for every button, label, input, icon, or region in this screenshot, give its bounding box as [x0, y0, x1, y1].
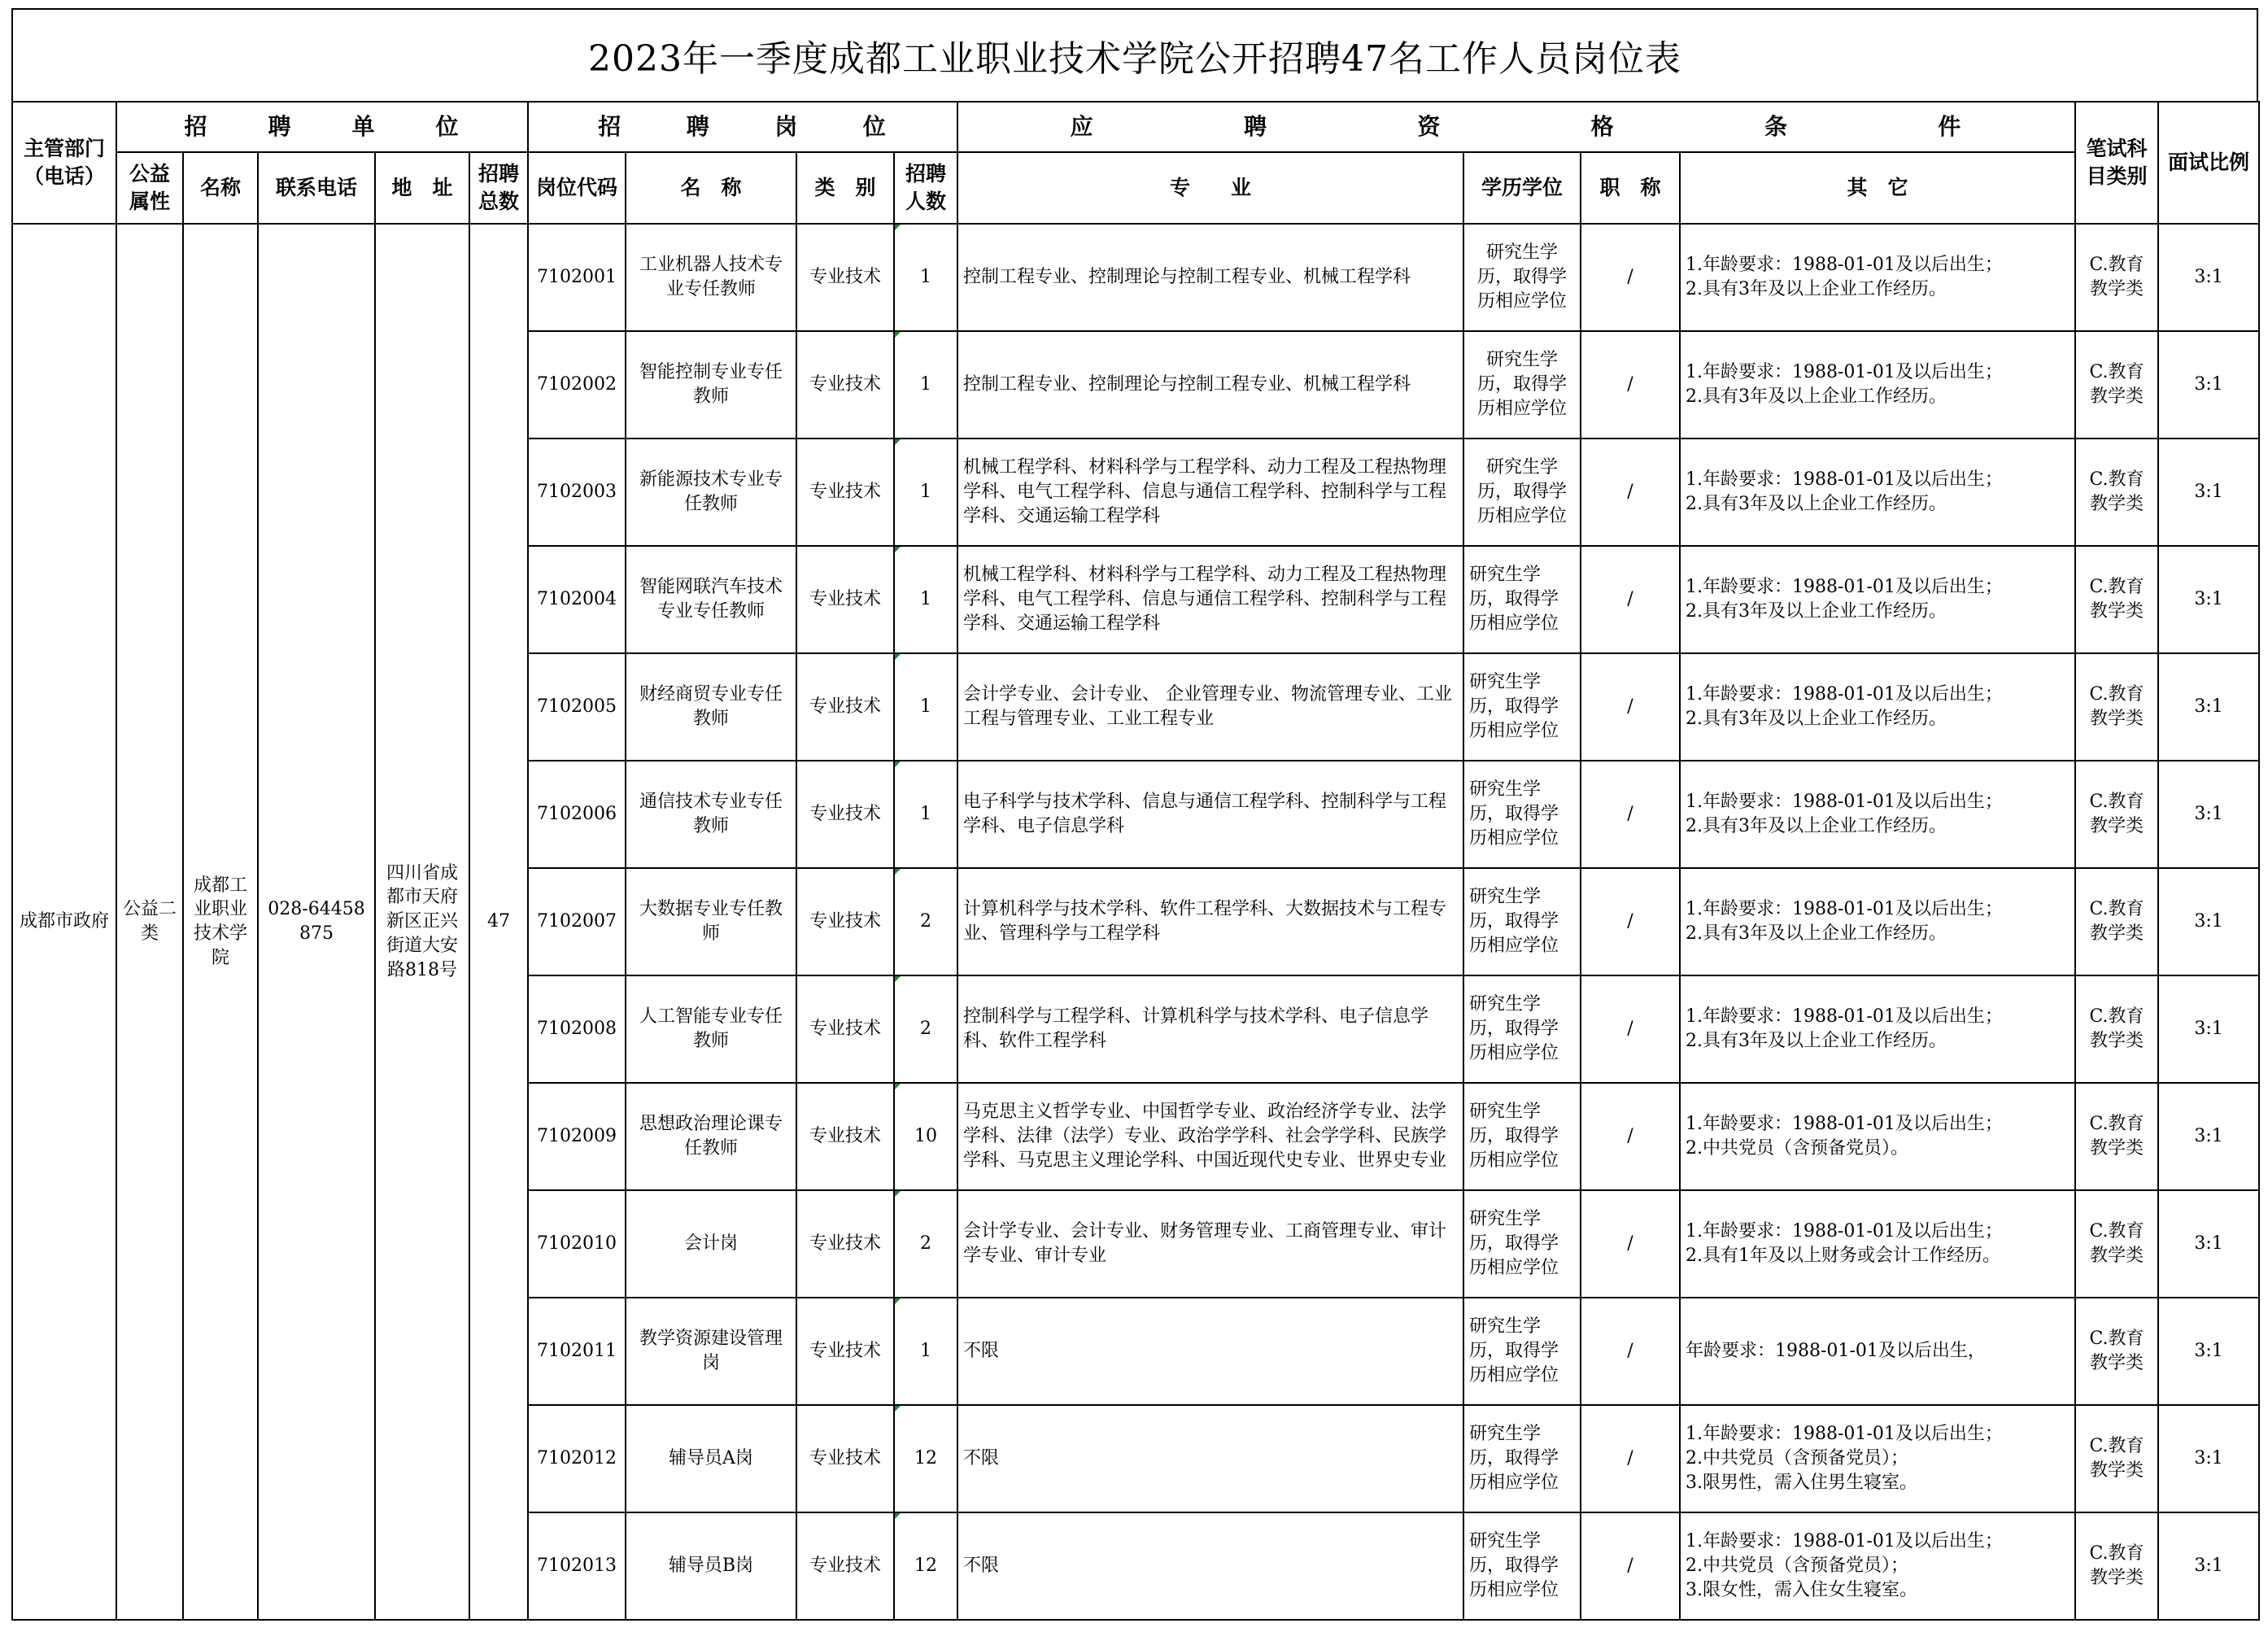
cell-major: 不限 — [957, 1512, 1463, 1620]
cell-exam: C.教育教学类 — [2075, 1298, 2158, 1405]
cell-exam: C.教育教学类 — [2075, 331, 2158, 439]
job-posting-sheet — [11, 8, 2258, 1621]
header-phone: 联系电话 — [258, 152, 375, 224]
cell-degree: 研究生学历，取得学历相应学位 — [1463, 1405, 1581, 1512]
cell-major: 会计学专业、会计专业、 企业管理专业、物流管理专业、工业工程与管理专业、工业工程专业 — [957, 653, 1463, 761]
cell-title-req: / — [1581, 1512, 1680, 1620]
cell-category: 专业技术 — [796, 761, 894, 868]
header-row-columns — [12, 152, 2259, 224]
header-unit-name: 名称 — [183, 152, 258, 224]
cell-total: 47 — [469, 224, 528, 1620]
cell-post-name: 财经商贸专业专任教师 — [626, 653, 796, 761]
cell-exam: C.教育教学类 — [2075, 224, 2158, 331]
cell-major: 电子科学与技术学科、信息与通信工程学科、控制科学与工程学科、电子信息学科 — [957, 761, 1463, 868]
header-group-char: 招 — [598, 113, 623, 141]
cell-code: 7102010 — [528, 1190, 626, 1298]
cell-major: 马克思主义哲学专业、中国哲学专业、政治经济学专业、法学学科、法律（法学）专业、政治学学科、社会学学科、民族学学科、马克思主义理论学科、中国近现代史专业、世界史专业 — [957, 1083, 1463, 1190]
cell-post-name: 通信技术专业专任教师 — [626, 761, 796, 868]
cell-title-req: / — [1581, 975, 1680, 1083]
cell-code: 7102006 — [528, 761, 626, 868]
cell-post-name: 辅导员B岗 — [626, 1512, 796, 1620]
cell-ratio: 3:1 — [2158, 1405, 2259, 1512]
cell-title-req: / — [1581, 868, 1680, 975]
cell-welfare: 公益二类 — [116, 224, 183, 1620]
cell-count: 1 — [894, 224, 957, 331]
header-group-char: 聘 — [1243, 113, 1268, 141]
cell-title-req: / — [1581, 331, 1680, 439]
cell-exam: C.教育教学类 — [2075, 1405, 2158, 1512]
cell-major: 控制科学与工程学科、计算机科学与技术学科、电子信息学科、软件工程学科 — [957, 975, 1463, 1083]
header-other: 其 它 — [1680, 152, 2075, 224]
header-row-groups — [12, 102, 2259, 152]
cell-post-name: 教学资源建设管理岗 — [626, 1298, 796, 1405]
cell-exam: C.教育教学类 — [2075, 1083, 2158, 1190]
cell-other: 1.年龄要求：1988-01-01及以后出生； 2.具有3年及以上企业工作经历。 — [1680, 761, 2075, 868]
header-welfare: 公益属性 — [116, 152, 183, 224]
cell-category: 专业技术 — [796, 1298, 894, 1405]
header-code: 岗位代码 — [528, 152, 626, 224]
cell-count: 1 — [894, 331, 957, 439]
cell-degree: 研究生学历，取得学历相应学位 — [1463, 1512, 1581, 1620]
cell-other: 1.年龄要求：1988-01-01及以后出生； 2.具有3年及以上企业工作经历。 — [1680, 224, 2075, 331]
cell-other: 1.年龄要求：1988-01-01及以后出生； 2.中共党员（含预备党员）； 3.限男性，需入住男生寝室。 — [1680, 1405, 2075, 1512]
cell-post-name: 新能源技术专业专任教师 — [626, 439, 796, 546]
cell-major: 控制工程专业、控制理论与控制工程专业、机械工程学科 — [957, 224, 1463, 331]
cell-dept: 成都市政府 — [12, 224, 116, 1620]
cell-unit-name: 成都工业职业技术学院 — [183, 224, 258, 1620]
cell-exam: C.教育教学类 — [2075, 546, 2158, 653]
cell-degree: 研究生学历，取得学历相应学位 — [1463, 331, 1581, 439]
cell-major: 控制工程专业、控制理论与控制工程专业、机械工程学科 — [957, 331, 1463, 439]
cell-major: 机械工程学科、材料科学与工程学科、动力工程及工程热物理学科、电气工程学科、信息与通信工程学科、控制科学与工程学科、交通运输工程学科 — [957, 439, 1463, 546]
cell-other: 1.年龄要求：1988-01-01及以后出生； 2.具有1年及以上财务或会计工作经历。 — [1680, 1190, 2075, 1298]
cell-ratio: 3:1 — [2158, 653, 2259, 761]
cell-exam: C.教育教学类 — [2075, 439, 2158, 546]
cell-post-name: 智能网联汽车技术专业专任教师 — [626, 546, 796, 653]
cell-other: 1.年龄要求：1988-01-01及以后出生； 2.具有3年及以上企业工作经历。 — [1680, 653, 2075, 761]
cell-major: 会计学专业、会计专业、财务管理专业、工商管理专业、审计学专业、审计专业 — [957, 1190, 1463, 1298]
cell-count: 1 — [894, 653, 957, 761]
cell-title-req: / — [1581, 761, 1680, 868]
cell-category: 专业技术 — [796, 975, 894, 1083]
cell-count: 1 — [894, 546, 957, 653]
cell-post-name: 人工智能专业专任教师 — [626, 975, 796, 1083]
table-row — [12, 224, 2259, 331]
cell-category: 专业技术 — [796, 546, 894, 653]
cell-exam: C.教育教学类 — [2075, 761, 2158, 868]
cell-count: 12 — [894, 1405, 957, 1512]
cell-other: 年龄要求：1988-01-01及以后出生， — [1680, 1298, 2075, 1405]
header-group-char: 格 — [1590, 113, 1616, 141]
header-group-char: 招 — [184, 113, 209, 141]
cell-ratio: 3:1 — [2158, 224, 2259, 331]
header-group-unit — [116, 102, 528, 152]
header-group-char: 件 — [1938, 113, 1963, 141]
cell-title-req: / — [1581, 1190, 1680, 1298]
cell-exam: C.教育教学类 — [2075, 975, 2158, 1083]
header-group-char: 位 — [862, 113, 888, 141]
cell-category: 专业技术 — [796, 868, 894, 975]
cell-major: 计算机科学与技术学科、软件工程学科、大数据技术与工程专业、管理科学与工程学科 — [957, 868, 1463, 975]
cell-post-name: 大数据专业专任教师 — [626, 868, 796, 975]
header-group-char: 应 — [1070, 113, 1095, 141]
cell-degree: 研究生学历，取得学历相应学位 — [1463, 439, 1581, 546]
cell-category: 专业技术 — [796, 1512, 894, 1620]
header-total: 招聘总数 — [469, 152, 528, 224]
cell-post-name: 智能控制专业专任教师 — [626, 331, 796, 439]
header-major: 专 业 — [957, 152, 1463, 224]
header-category: 类 别 — [796, 152, 894, 224]
cell-code: 7102013 — [528, 1512, 626, 1620]
cell-code: 7102011 — [528, 1298, 626, 1405]
cell-category: 专业技术 — [796, 439, 894, 546]
cell-ratio: 3:1 — [2158, 1512, 2259, 1620]
cell-degree: 研究生学历，取得学历相应学位 — [1463, 653, 1581, 761]
cell-other: 1.年龄要求：1988-01-01及以后出生； 2.具有3年及以上企业工作经历。 — [1680, 975, 2075, 1083]
cell-other: 1.年龄要求：1988-01-01及以后出生； 2.具有3年及以上企业工作经历。 — [1680, 546, 2075, 653]
cell-phone: 028-64458875 — [258, 224, 375, 1620]
header-degree: 学历学位 — [1463, 152, 1581, 224]
cell-code: 7102003 — [528, 439, 626, 546]
header-group-char: 资 — [1417, 113, 1442, 141]
cell-other: 1.年龄要求：1988-01-01及以后出生； 2.具有3年及以上企业工作经历。 — [1680, 868, 2075, 975]
cell-title-req: / — [1581, 546, 1680, 653]
cell-exam: C.教育教学类 — [2075, 1512, 2158, 1620]
cell-category: 专业技术 — [796, 1405, 894, 1512]
cell-ratio: 3:1 — [2158, 331, 2259, 439]
header-post-name: 名 称 — [626, 152, 796, 224]
cell-ratio: 3:1 — [2158, 761, 2259, 868]
cell-post-name: 思想政治理论课专任教师 — [626, 1083, 796, 1190]
cell-exam: C.教育教学类 — [2075, 653, 2158, 761]
cell-category: 专业技术 — [796, 331, 894, 439]
cell-exam: C.教育教学类 — [2075, 1190, 2158, 1298]
cell-count: 2 — [894, 975, 957, 1083]
cell-category: 专业技术 — [796, 1083, 894, 1190]
cell-other: 1.年龄要求：1988-01-01及以后出生； 2.具有3年及以上企业工作经历。 — [1680, 331, 2075, 439]
cell-code: 7102005 — [528, 653, 626, 761]
cell-category: 专业技术 — [796, 224, 894, 331]
header-group-qualification — [957, 102, 2075, 152]
cell-category: 专业技术 — [796, 1190, 894, 1298]
cell-other: 1.年龄要求：1988-01-01及以后出生； 2.中共党员（含预备党员）； 3.限女性，需入住女生寝室。 — [1680, 1512, 2075, 1620]
header-exam: 笔试科目类别 — [2075, 102, 2158, 224]
header-group-char: 位 — [435, 113, 460, 141]
header-group-char: 单 — [351, 113, 377, 141]
cell-count: 1 — [894, 439, 957, 546]
cell-degree: 研究生学历，取得学历相应学位 — [1463, 761, 1581, 868]
cell-ratio: 3:1 — [2158, 1190, 2259, 1298]
cell-other: 1.年龄要求：1988-01-01及以后出生； 2.中共党员（含预备党员）。 — [1680, 1083, 2075, 1190]
header-group-char: 条 — [1764, 113, 1789, 141]
cell-exam: C.教育教学类 — [2075, 868, 2158, 975]
cell-post-name: 工业机器人技术专业专任教师 — [626, 224, 796, 331]
cell-degree: 研究生学历，取得学历相应学位 — [1463, 975, 1581, 1083]
header-dept: 主管部门（电话） — [12, 102, 116, 224]
header-ratio: 面试比例 — [2158, 102, 2259, 224]
header-group-post — [528, 102, 957, 152]
cell-post-name: 会计岗 — [626, 1190, 796, 1298]
cell-title-req: / — [1581, 1298, 1680, 1405]
positions-table — [11, 101, 2260, 1621]
cell-ratio: 3:1 — [2158, 1083, 2259, 1190]
cell-code: 7102007 — [528, 868, 626, 975]
header-title-req: 职 称 — [1581, 152, 1680, 224]
cell-code: 7102009 — [528, 1083, 626, 1190]
header-count: 招聘人数 — [894, 152, 957, 224]
header-group-char: 岗 — [774, 113, 800, 141]
cell-address: 四川省成都市天府新区正兴街道大安路818号 — [375, 224, 469, 1620]
cell-title-req: / — [1581, 653, 1680, 761]
cell-degree: 研究生学历，取得学历相应学位 — [1463, 1298, 1581, 1405]
cell-title-req: / — [1581, 439, 1680, 546]
header-group-char: 聘 — [686, 113, 711, 141]
cell-count: 1 — [894, 1298, 957, 1405]
cell-code: 7102012 — [528, 1405, 626, 1512]
cell-code: 7102004 — [528, 546, 626, 653]
cell-degree: 研究生学历，取得学历相应学位 — [1463, 1190, 1581, 1298]
cell-code: 7102001 — [528, 224, 626, 331]
cell-count: 2 — [894, 868, 957, 975]
cell-degree: 研究生学历，取得学历相应学位 — [1463, 868, 1581, 975]
cell-major: 不限 — [957, 1298, 1463, 1405]
cell-degree: 研究生学历，取得学历相应学位 — [1463, 224, 1581, 331]
cell-major: 机械工程学科、材料科学与工程学科、动力工程及工程热物理学科、电气工程学科、信息与通信工程学科、控制科学与工程学科、交通运输工程学科 — [957, 546, 1463, 653]
cell-title-req: / — [1581, 1083, 1680, 1190]
cell-ratio: 3:1 — [2158, 868, 2259, 975]
cell-count: 10 — [894, 1083, 957, 1190]
cell-category: 专业技术 — [796, 653, 894, 761]
cell-ratio: 3:1 — [2158, 1298, 2259, 1405]
cell-ratio: 3:1 — [2158, 546, 2259, 653]
cell-code: 7102008 — [528, 975, 626, 1083]
cell-degree: 研究生学历，取得学历相应学位 — [1463, 546, 1581, 653]
header-group-char: 聘 — [268, 113, 293, 141]
cell-title-req: / — [1581, 224, 1680, 331]
cell-count: 1 — [894, 761, 957, 868]
cell-code: 7102002 — [528, 331, 626, 439]
cell-other: 1.年龄要求：1988-01-01及以后出生； 2.具有3年及以上企业工作经历。 — [1680, 439, 2075, 546]
cell-count: 12 — [894, 1512, 957, 1620]
cell-post-name: 辅导员A岗 — [626, 1405, 796, 1512]
cell-degree: 研究生学历，取得学历相应学位 — [1463, 1083, 1581, 1190]
cell-ratio: 3:1 — [2158, 439, 2259, 546]
page-title: 2023年一季度成都工业职业技术学院公开招聘47名工作人员岗位表 — [11, 8, 2258, 101]
header-address: 地 址 — [375, 152, 469, 224]
cell-ratio: 3:1 — [2158, 975, 2259, 1083]
cell-title-req: / — [1581, 1405, 1680, 1512]
cell-count: 2 — [894, 1190, 957, 1298]
cell-major: 不限 — [957, 1405, 1463, 1512]
